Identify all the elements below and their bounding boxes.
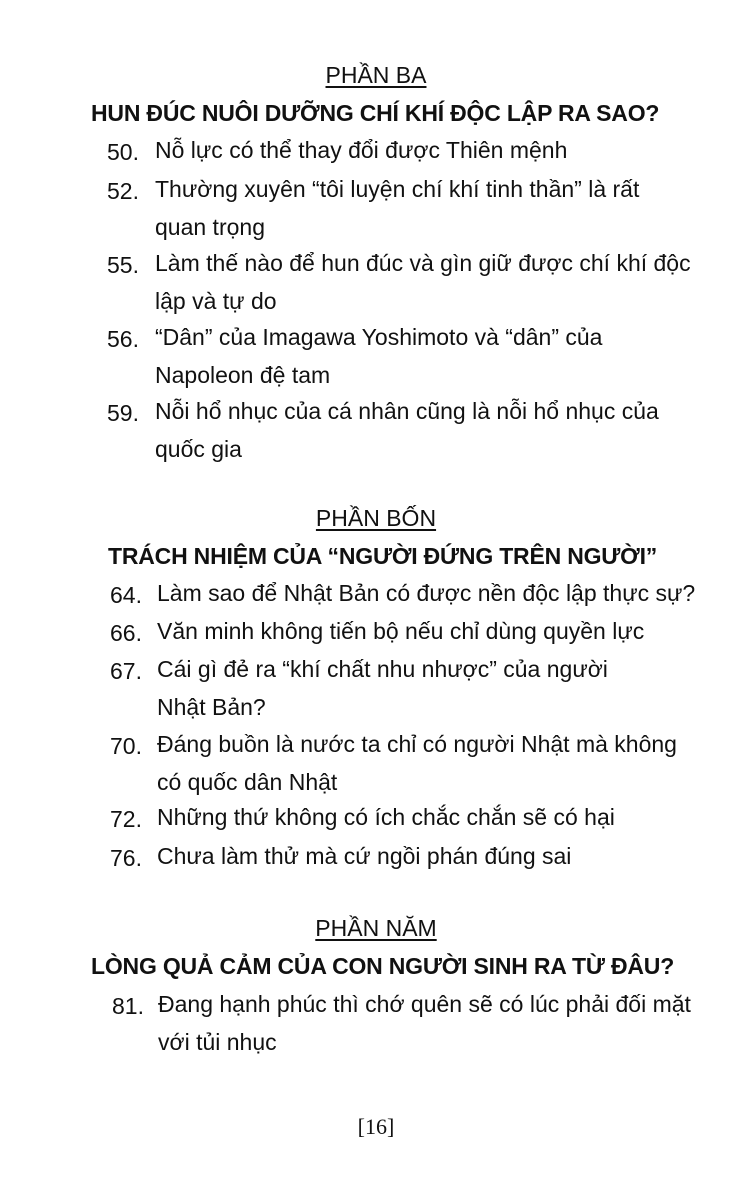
entry-page-number: 66. xyxy=(110,620,142,646)
entry-page-number: 67. xyxy=(110,658,142,684)
entry-title-line: quốc gia xyxy=(155,436,242,462)
page-number: [16] xyxy=(357,1114,395,1139)
entry-page-number: 52. xyxy=(107,178,139,204)
entry-title-line: Nỗi hổ nhục của cá nhân cũng là nỗi hổ nhục của xyxy=(155,398,659,424)
entry-title-line: Napoleon đệ tam xyxy=(155,362,331,388)
part-4-heading: TRÁCH NHIỆM CỦA “NGƯỜI ĐỨNG TRÊN NGƯỜI” xyxy=(108,543,658,569)
entry-page-number: 76. xyxy=(110,845,142,871)
entry-title-line: Những thứ không có ích chắc chắn sẽ có hại xyxy=(157,804,615,830)
entry-title-line: lập và tự do xyxy=(155,288,277,314)
entry-title-line: có quốc dân Nhật xyxy=(157,769,338,795)
part-5-label: PHẦN NĂM xyxy=(315,915,437,941)
entry-page-number: 56. xyxy=(107,326,139,352)
entry-page-number: 55. xyxy=(107,252,139,278)
entry-title-line: Thường xuyên “tôi luyện chí khí tinh thần” là rất xyxy=(155,176,640,202)
part-5-heading: LÒNG QUẢ CẢM CỦA CON NGƯỜI SINH RA TỪ ĐÂU? xyxy=(91,953,675,979)
part-3-label: PHẦN BA xyxy=(325,62,427,88)
entry-title-line: Chưa làm thử mà cứ ngồi phán đúng sai xyxy=(157,843,572,869)
entry-page-number: 70. xyxy=(110,733,142,759)
entry-title-line: Nhật Bản? xyxy=(157,694,266,720)
entry-title-line: Cái gì đẻ ra “khí chất nhu nhược” của người xyxy=(157,656,608,682)
entry-title-line: Văn minh không tiến bộ nếu chỉ dùng quyền lực xyxy=(157,618,645,644)
entry-title-line: Làm sao để Nhật Bản có được nền độc lập thực sự? xyxy=(157,580,696,606)
entry-page-number: 50. xyxy=(107,139,139,165)
entry-page-number: 72. xyxy=(110,806,142,832)
part-4-label: PHẦN BỐN xyxy=(315,505,437,531)
entry-title-line: Nỗ lực có thể thay đổi được Thiên mệnh xyxy=(155,137,568,163)
entry-title-line: với tủi nhục xyxy=(158,1029,277,1055)
entry-title-line: Làm thế nào để hun đúc và gìn giữ được chí khí độc xyxy=(155,250,691,276)
entry-page-number: 81. xyxy=(112,993,144,1019)
entry-title-line: Đang hạnh phúc thì chớ quên sẽ có lúc phải đối mặt xyxy=(158,991,691,1017)
entry-title-line: quan trọng xyxy=(155,214,265,240)
entry-title-line: “Dân” của Imagawa Yoshimoto và “dân” của xyxy=(155,324,603,350)
entry-page-number: 64. xyxy=(110,582,142,608)
part-3-heading: HUN ĐÚC NUÔI DƯỠNG CHÍ KHÍ ĐỘC LẬP RA SAO? xyxy=(91,100,660,126)
entry-title-line: Đáng buồn là nước ta chỉ có người Nhật mà không xyxy=(157,731,677,757)
entry-page-number: 59. xyxy=(107,400,139,426)
